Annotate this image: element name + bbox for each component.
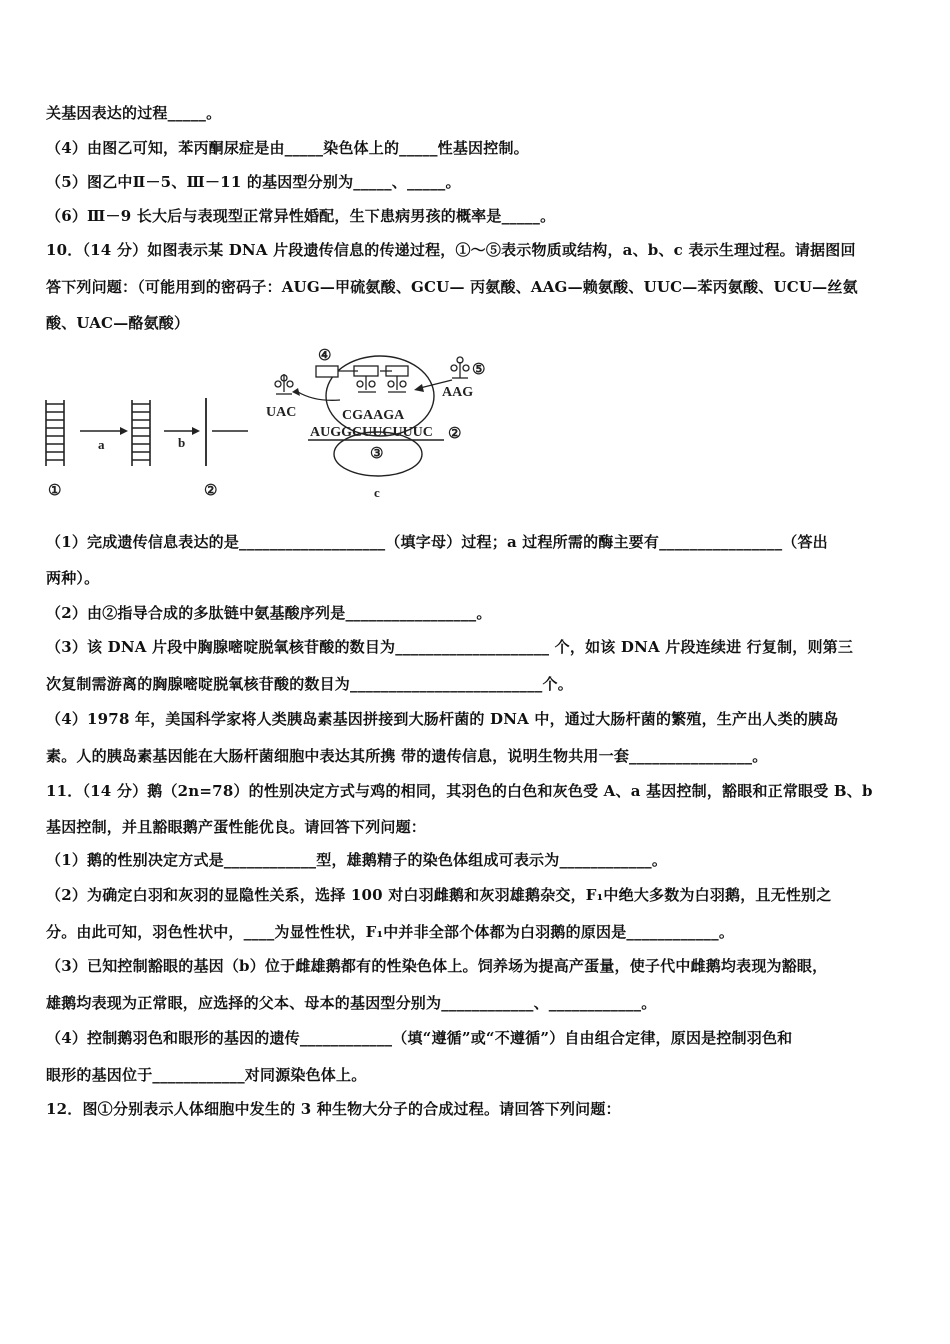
arrow-trna-leaving [298,392,340,400]
label-uac: UAC [266,405,297,420]
label-5: ⑤ [472,362,486,378]
label-aag: AAG [442,385,474,400]
q11-sub3-line-2: 雄鹅均表现为正常眼，应选择的父本、母本的基因型分别为____________、____________。 [46,994,657,1012]
text-line-4: （6）Ⅲ－9 长大后与表现型正常异性婚配，生下患病男孩的概率是_____。 [46,207,556,225]
q11-sub2-line-1: （2）为确定白羽和灰羽的显隐性关系，选择 100 对白羽雌鹅和灰羽雄鹅杂交，F₁中绝大多数为白羽鹅，且无性别之 [46,886,832,904]
trna-leaving [275,374,293,394]
label-mrna: AUGGCUUCUUUC [310,425,433,440]
arrow-a [80,427,128,435]
text-line-2: （4）由图乙可知，苯丙酮尿症是由_____染色体上的_____性基因控制。 [46,139,529,157]
ribosome-large-subunit [326,356,434,436]
q10-line-2: 答下列问题：（可能用到的密码子：AUG—甲硫氨酸、GCU— 丙氨酸、AAG—赖氨酸、UUC—苯丙氨酸、UCU—丝氨 [46,278,858,296]
q10-sub3-line-2: 次复制需游离的胸腺嘧啶脱氧核苷酸的数目为_________________________个。 [46,675,573,693]
q10-sub4-line-1: （4）1978 年，美国科学家将人类胰岛素基因拼接到大肠杆菌的 DNA 中，通过大肠杆菌的繁殖，生产出人类的胰岛 [46,710,839,728]
label-2: ② [204,483,218,499]
dna-transcription-translation-figure [40,340,500,510]
label-c: c [374,485,380,500]
q10-sub4-line-2: 素。人的胰岛素基因能在大肠杆菌细胞中表达其所携 带的遗传信息，说明生物共用一套________________。 [46,747,768,765]
arrow-b [164,427,200,435]
dna-ladder-1 [46,400,64,466]
q11-sub1: （1）鹅的性别决定方式是____________型，雄鹅精子的染色体组成可表示为____________。 [46,851,668,869]
label-a: a [98,437,105,452]
text-line-1: 关基因表达的过程_____。 [46,104,222,122]
polypeptide-box [316,366,338,377]
label-4: ④ [318,348,332,364]
q11-sub4-line-2: 眼形的基因位于____________对同源染色体上。 [46,1066,367,1084]
q10-line-3: 酸、UAC—酪氨酸） [46,314,190,332]
text-line-3: （5）图乙中Ⅱ－5、Ⅲ－11 的基因型分别为_____、_____。 [46,173,461,191]
q10-line-1: 10．（14 分）如图表示某 DNA 片段遗传信息的传递过程，①～⑤表示物质或结构，a、b、c 表示生理过程。请据图回 [46,241,856,259]
q11-sub4-line-1: （4）控制鹅羽色和眼形的基因的遗传____________（填“遵循”或“不遵循”）自由组合定律，原因是控制羽色和 [46,1029,793,1047]
q11-sub3-line-1: （3）已知控制豁眼的基因（b）位于雌雄鹅都有的性染色体上。饲养场为提高产蛋量，使子代中雌鹅均表现为豁眼， [46,957,828,975]
q10-sub1-line-2: 两种）。 [46,569,100,587]
trna-in-ribosome [354,366,408,392]
label-1: ① [48,483,62,499]
q11-sub2-line-2: 分。由此可知，羽色性状中，____为显性性状，F₁中并非全部个体都为白羽鹅的原因是____________。 [46,923,735,941]
label-cgaaga: CGAAGA [342,408,405,423]
label-b: b [178,435,186,450]
label-3: ③ [370,446,384,462]
label-2-mrna: ② [448,426,462,442]
q10-sub2: （2）由②指导合成的多肽链中氨基酸序列是_________________。 [46,604,492,622]
trna-entering-5 [451,357,469,378]
dna-ladder-2 [132,400,150,466]
q11-line-1: 11．（14 分）鹅（2n=78）的性别决定方式与鸡的相同，其羽色的白色和灰色受 A、a 基因控制，豁眼和正常眼受 B、b [46,782,873,800]
q11-line-2: 基因控制，并且豁眼鹅产蛋性能优良。请回答下列问题： [46,818,427,836]
q10-sub1-line-1: （1）完成遗传信息表达的是___________________（填字母）过程；a 过程所需的酶主要有________________（答出 [46,533,828,551]
q10-sub3-line-1: （3）该 DNA 片段中胸腺嘧啶脱氧核苷酸的数目为____________________ 个，如该 DNA 片段连续进 行复制，则第三 [46,638,854,656]
q12-line-1: 12．图①分别表示人体细胞中发生的 3 种生物大分子的合成过程。请回答下列问题： [46,1100,621,1118]
